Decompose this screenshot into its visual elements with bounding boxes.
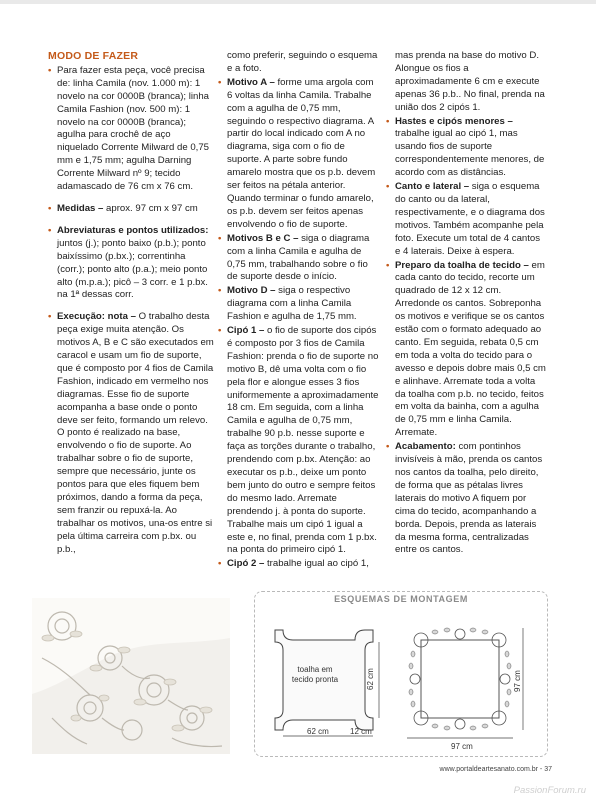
bullet-icon: • [218,558,222,570]
paragraph-execucao: • Execução: nota – O trabalho desta peça exige muita atenção. Os motivos A, B e C são executados em caracol e usam um fio de suporte, que é composto por 4 fios de Camila Fashion, indicado em vermelho nos diagramas. Esse fio de suporte acompanha a base onde o ponto deve ser feito, formando um relevo. O ponto é realizado na base, envolvendo o fio de suporte. Ao trabalhar sobre o fio de suporte, sempre que necessário, junte os pontos para que eles fiquem bem próximos, dando a forma da peça, sem franzir ou repuxá-la. Ao trabalhar os motivos, una-os entre si pela última carreira com p.bx. ou p.b., [48,311,214,555]
bullet-icon: • [48,224,52,236]
lace-illustration [32,598,230,754]
bullet-icon: • [386,181,390,193]
bullet-icon: • [48,64,52,76]
assembly-square [409,628,511,730]
dim-62-vertical: 62 cm [366,668,375,690]
column-1 [48,50,214,566]
assembly-diagram-box [254,591,548,757]
dim-97-horizontal: 97 cm [451,742,473,751]
paragraph-acabamento: • Acabamento: com pontinhos invisíveis à mão, prenda os cantos nos cantos da toalha, pelo direito, de forma que as pétalas livres laterais do motivo A fiquem por cima do tecido, acompanhando a borda. Depois, prenda as laterais da mesma forma, centralizadas entre os cantos. [386,441,543,556]
paragraph-motivo-d: • Motivo D – siga o respectivo diagrama com a linha Camila Fashion e agulha de 1,75 mm. [218,285,357,323]
paragraph-cipo-2: • Cipó 2 – trabalhe igual ao cipó 1, [218,558,369,570]
dim-12: 12 cm [350,727,372,736]
paragraph-medidas: • Medidas – aprox. 97 cm x 97 cm [48,202,198,214]
cloth-label-2: tecido pronta [291,675,339,684]
cloth-label-1: toalha em [297,665,333,674]
paragraph-abreviaturas: • Abreviaturas e pontos utilizados: juntos (j.); ponto baixo (p.b.); ponto baixíssimo (p.bx.); correntinha (corr.); ponto alto (p.a.); meio ponto alto (m.p.a.); picô – 3 corr. e 1 p.bx. na 1ª dessas corr. [48,224,209,301]
assembly-diagrams [255,592,547,756]
bullet-icon: • [218,325,222,337]
paragraph-continuation: mas prenda na base do motivo D. Alongue os fios a aproximadamente 6 cm e execute apenas 36 p.b.. No final, prenda na união dos 2 cipós 1. [395,50,545,113]
paragraph-hastes: • Hastes e cipós menores – trabalhe igual ao cipó 1, mas usando fios de suporte correspondentemente menores, de acordo com as distâncias. [386,115,545,179]
bullet-icon: • [218,232,222,244]
bullet-icon: • [218,76,222,88]
lace-photo [32,598,230,754]
paragraph-canto-lateral: • Canto e lateral – siga o esquema do canto ou da lateral, respectivamente, e o diagrama dos motivos. Também acompanhe pela foto. Execute um total de 4 cantos e 4 laterais. Deixe à espera. [386,181,545,257]
top-rule [0,0,596,4]
diagram-title: ESQUEMAS DE MONTAGEM [334,594,468,604]
bullet-icon: • [386,441,390,453]
paragraph-cipo-1: • Cipó 1 – o fio de suporte dos cipós é composto por 3 fios de Camila Fashion: prenda o fio de suporte no motivo B, dê uma volta com o fio pela flor e alongue esses 3 fios uniformemente a aproximadamente 18 cm. Em seguida, com a linha Camila e agulha de 0,75 mm, trabalhe 90 p.b. nesse suporte e faça as torções durante o trabalho, prendendo com p.bx. Atenção: ao executar os p.b., deixe um ponto bem junto do outro e sempre feitos do mesmo lado. Arremate prendendo j. à ponta do suporte. Trabalhe mais um cipó 1 igual a este e, no final, prenda com 1 p.bx. na ponta do primeiro cipó 1. [218,325,379,556]
paragraph-preparo: • Preparo da toalha de tecido – em cada canto do tecido, recorte um quadrado de 12 x 12 cm. Arredonde os cantos. Sobreponha os motivos e verifique se os cantos estão com o formato adequado ao canto. Em seguida, rebata 0,5 cm em toda a volta do tecido para o avesso e depois dobre mais 0,5 cm e alinhave. Arremate toda a volta da toalha com p.b. no tecido, feitos em volta da bainha, com a agulha de 0,75 mm e linha Camila. Arremate. [386,259,546,439]
dim-62-horizontal: 62 cm [307,727,329,736]
page-footer: www.portaldeartesanato.com.br - 37 [439,766,552,773]
bullet-icon: • [386,115,390,127]
bullet-icon: • [48,202,52,214]
paragraph-materials: • Para fazer esta peça, você precisa de: linha Camila (nov. 1.000 m): 1 novelo na cor 0000B (branca); linha Camila Fashion (nov. 500 m): 1 novelo na cor 0000B (branca); agulha para crochê de aço niquelado Corrente Milward de 0,75 mm e 1,75 mm; agulha Darning Corrente Milward nº 9; tecido adamascado de 76 cm x 76 cm. [48,64,209,193]
bullet-icon: • [386,259,390,271]
bullet-icon: • [218,285,222,297]
paragraph-motivos-b-c: • Motivos B e C – siga o diagrama com a linha Camila e agulha de 0,75 mm, trabalhando sobre o fio de suporte desde o início. [218,232,370,283]
bullet-icon: • [48,311,52,323]
column-2 [218,50,380,572]
section-title: MODO DE FAZER [48,50,139,62]
dim-97-vertical: 97 cm [513,670,522,692]
paragraph-motivo-a: • Motivo A – forme uma argola com 6 voltas da linha Camila. Trabalhe com a agulha de 0,75 mm, seguindo o respectivo diagrama. A partir do local indicado com A no diagrama, siga com o fio de suporte. A parte sobre fundo amarelo mostra que os p.b. devem ser feitos na pétala anterior. Quando terminar o fundo amarelo, os p.b. devem ser feitos apenas envolvendo o fio de suporte. [218,76,376,230]
watermark: PassionForum.ru [513,785,586,796]
paragraph-continuation: como preferir, seguindo o esquema e a foto. [227,50,378,74]
column-3 [386,50,548,558]
